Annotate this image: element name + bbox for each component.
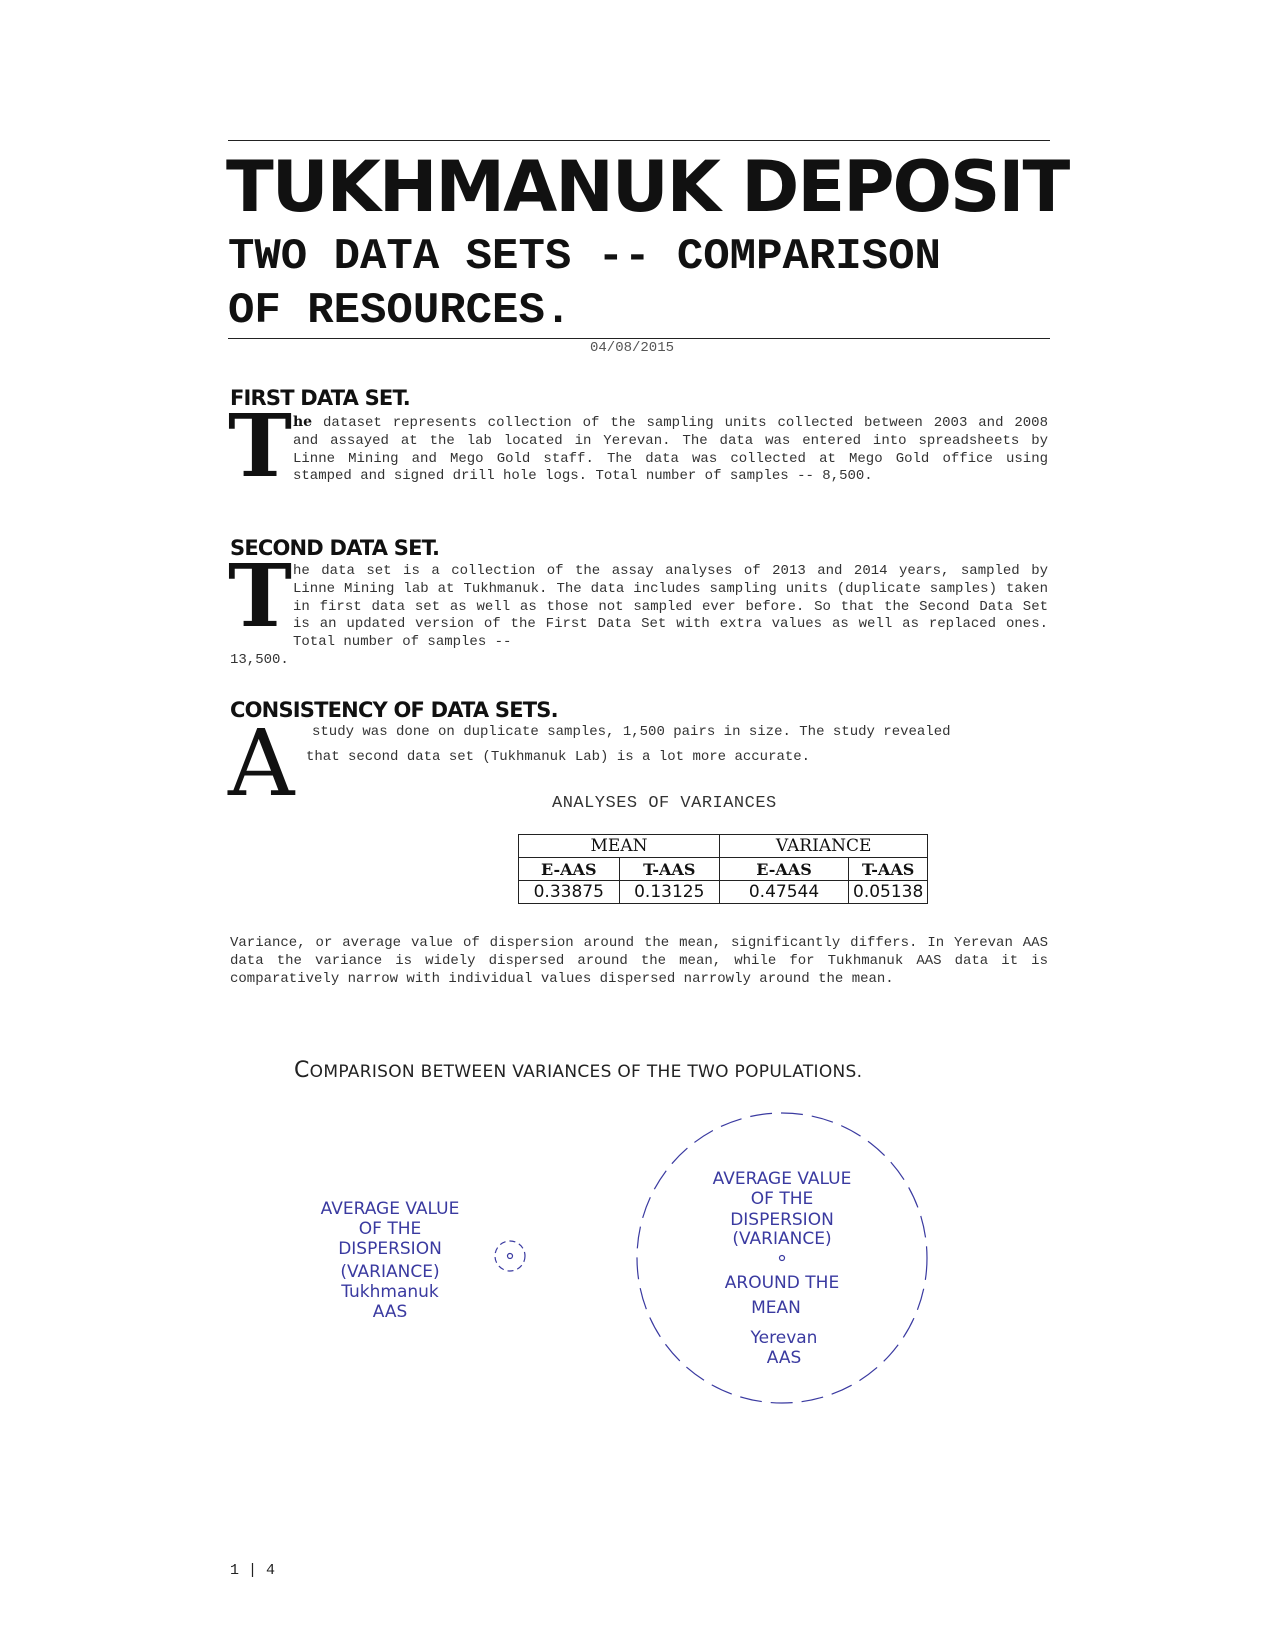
variance-t-aas-header: T-AAS	[849, 858, 928, 881]
variance-explanation: Variance, or average value of dispersion around the mean, significantly differs. In Yerevan AAS data the variance is widely dispersed around the mean, while for Tukhmanuk AAS data it is comparatively narrow with individual values dispersed narrowly around the mean.	[230, 935, 1048, 987]
mean-e-aas-header: E-AAS	[519, 858, 620, 881]
mean-t-aas-value: 0.13125	[619, 881, 720, 904]
document-date: 04/08/2015	[590, 340, 675, 356]
mean-t-aas-header: T-AAS	[619, 858, 720, 881]
second-data-set-heading: SECOND DATA SET.	[230, 536, 440, 560]
page-number: 1 | 4	[230, 1562, 276, 1579]
left-label-line-3: DISPERSION	[338, 1239, 442, 1259]
mean-e-aas-value: 0.33875	[519, 881, 620, 904]
yerevan-mean-point	[780, 1256, 785, 1261]
consistency-line-1: study was done on duplicate samples, 1,500 pairs in size. The study revealed	[312, 724, 951, 740]
consistency-line-2: that second data set (Tukhmanuk Lab) is a lot more accurate.	[306, 749, 811, 765]
figure-title-initial: C	[294, 1058, 310, 1083]
tukhmanuk-mean-point	[508, 1254, 513, 1259]
right-label-line-5: AROUND THE	[724, 1273, 840, 1293]
left-label-line-1: AVERAGE VALUE	[320, 1199, 460, 1219]
consistency-dropcap: A	[228, 710, 295, 817]
tukhmanuk-variance-circle	[495, 1241, 525, 1271]
left-label-line-4: (VARIANCE)	[340, 1262, 440, 1282]
consistency-heading: CONSISTENCY OF DATA SETS.	[230, 698, 558, 722]
document-title: TUKHMANUK DEPOSIT	[226, 146, 1069, 228]
subtitle-line-1: TWO DATA SETS -- COMPARISON	[228, 232, 941, 282]
left-label-line-2: OF THE	[358, 1219, 422, 1239]
variance-t-aas-value: 0.05138	[849, 881, 928, 904]
subtitle-line-2: OF RESOURCES.	[228, 286, 572, 336]
figure-title-rest: OMPARISON BETWEEN VARIANCES OF THE TWO POPULATIONS.	[309, 1062, 863, 1082]
second-dropcap: T	[228, 546, 292, 647]
variance-header: VARIANCE	[720, 835, 928, 858]
right-label-line-6: MEAN	[751, 1298, 801, 1318]
right-label-line-2: OF THE	[750, 1189, 814, 1209]
right-label-line-3: DISPERSION	[730, 1210, 834, 1230]
right-label-line-8: AAS	[766, 1348, 802, 1368]
table-caption: ANALYSES OF VARIANCES	[552, 794, 777, 813]
left-label-line-6: AAS	[372, 1302, 408, 1322]
left-label-line-5: Tukhmanuk	[341, 1282, 439, 1302]
second-data-set-text: he data set is a collection of the assay analyses of 2013 and 2014 years, sampled by Linne Mining lab at Tukhmanuk. The data includes sampling units (duplicate samples) taken in first data set as well as those not sampled ever before. So that the Second Data Set is an updated version of the First Data Set with extra values as well as replaced ones. Total number of samples --	[293, 563, 1048, 651]
mean-header: MEAN	[519, 835, 720, 858]
first-data-set-heading: FIRST DATA SET.	[230, 386, 410, 410]
right-label-line-1: AVERAGE VALUE	[712, 1169, 852, 1189]
right-label-line-4: (VARIANCE)	[732, 1229, 832, 1249]
variance-e-aas-value: 0.47544	[720, 881, 849, 904]
second-data-set-tail: 13,500.	[230, 652, 289, 668]
first-dropcap: T	[228, 396, 292, 497]
first-body-text: dataset represents collection of the sampling units collected between 2003 and 2008 and assayed at the lab located in Yerevan. The data was entered into spreadsheets by Linne Mining and Mego Gold staff. The data was collected at Mego Gold office using stamped and signed drill hole logs. Total number of samples -- 8,500.	[293, 415, 1048, 485]
right-label-line-7: Yerevan	[750, 1328, 818, 1348]
first-lead-text: he	[293, 414, 313, 430]
variance-e-aas-header: E-AAS	[720, 858, 849, 881]
